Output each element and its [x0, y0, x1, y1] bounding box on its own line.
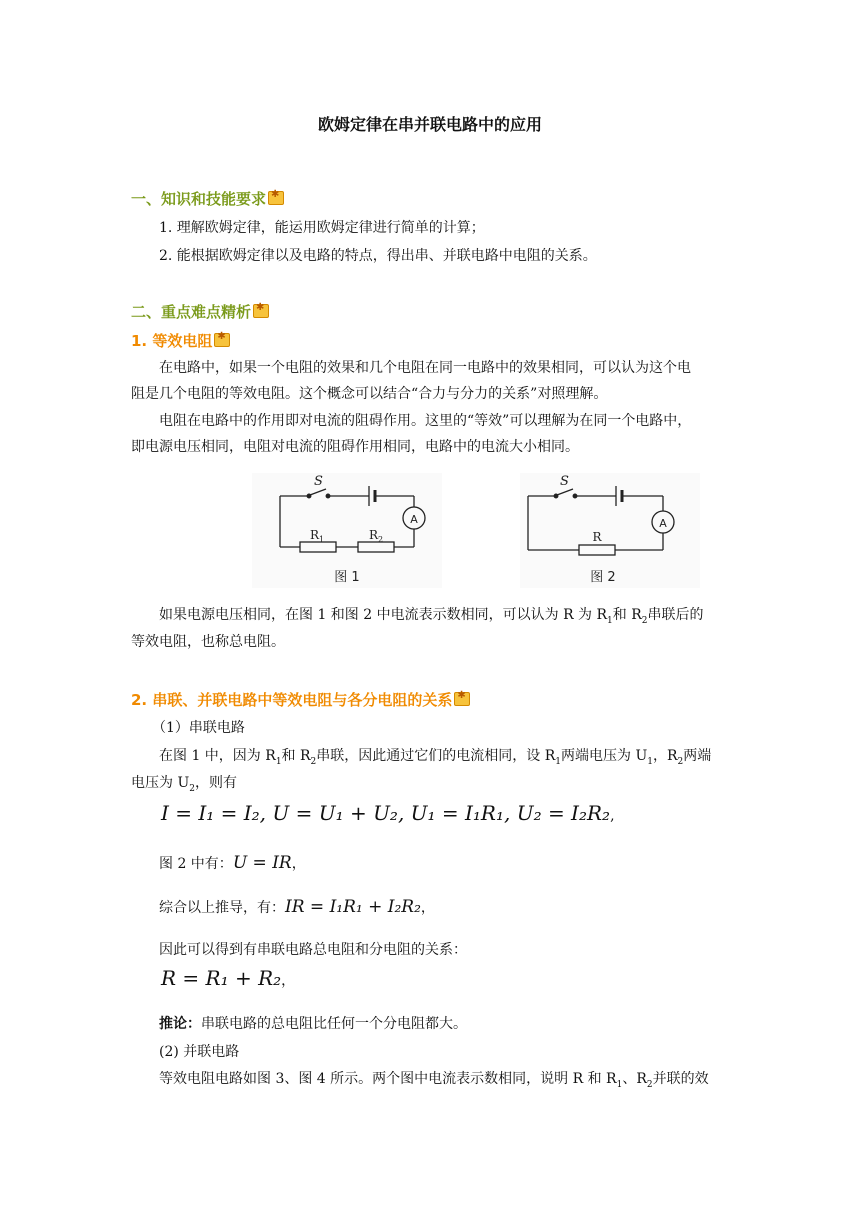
circuit-figure-2: [520, 473, 700, 588]
section-heading-text: 二、重点难点精析: [131, 303, 252, 321]
formula-combined: IR = I₁R₁ + I₂R₂: [285, 897, 421, 917]
paragraph-line: 电阻在电路中的作用即对电流的阻碍作用。这里的“等效”可以理解为在同一个电路中，: [159, 413, 692, 429]
resistor-r2-label: $R_2$: [369, 528, 384, 544]
ammeter-label: A: [410, 513, 418, 526]
paragraph-line: 即电源电压相同，电阻对电流的阻碍作用相同，电路中的电流大小相同。: [131, 439, 579, 455]
conclusion-label: 推论：: [159, 1016, 201, 1032]
paragraph-line: 因此可以得到有串联电路总电阻和分电阻的关系：: [159, 942, 467, 958]
subsection-heading-series-parallel: [131, 689, 470, 710]
note-icon: [454, 692, 470, 706]
section-heading-key-points: [131, 301, 269, 322]
circuit-figure-1: [252, 473, 442, 588]
switch-label: S: [560, 474, 569, 489]
paragraph-line: 在图 1 中，因为 $R_1$和 $R_2$串联，因此通过它们的电流相同，设 $R_1$两端电压为 $U_1$，$R_2$两端: [159, 748, 712, 767]
paragraph-line: 如果电源电压相同，在图 1 和图 2 中电流表示数相同，可以认为 R 为 $R_1$和 $R_2$串联后的: [159, 607, 704, 626]
formula-line: 综合以上推导，有：IR = I₁R₁ + I₂R₂，: [159, 897, 435, 917]
resistor-r-label: R: [592, 530, 602, 544]
list-item: 1. 理解欧姆定律，能运用欧姆定律进行简单的计算；: [159, 220, 485, 236]
note-icon: [268, 191, 284, 205]
note-icon: [253, 304, 269, 318]
subsection-heading-text: 2. 串联、并联电路中等效电阻与各分电阻的关系: [131, 691, 453, 709]
switch-label: S: [314, 474, 323, 489]
paragraph-line: 等效电阻，也称总电阻。: [131, 634, 285, 650]
resistor-r1-label: $R_1$: [310, 528, 325, 544]
figure-caption: 图 2: [590, 570, 616, 585]
section-heading-text: 一、知识和技能要求: [131, 190, 267, 208]
list-item: 2. 能根据欧姆定律以及电路的特点，得出串、并联电路中电阻的关系。: [159, 248, 597, 264]
series-circuit-label: （1）串联电路: [152, 720, 245, 736]
subsection-heading-equivalent-resistance: [131, 330, 230, 351]
note-icon: [214, 333, 230, 347]
conclusion-line: 推论：串联电路的总电阻比任何一个分电阻都大。: [159, 1016, 467, 1032]
section-heading-knowledge: [131, 188, 284, 209]
paragraph-line: 阻是几个电阻的等效电阻。这个概念可以结合“合力与分力的关系”对照理解。: [131, 386, 608, 402]
subsection-heading-text: 1. 等效电阻: [131, 332, 213, 350]
formula-line: 图 2 中有：U = IR，: [159, 853, 306, 873]
page-title: 欧姆定律在串并联电路中的应用: [317, 115, 542, 134]
ammeter-label: A: [659, 517, 667, 530]
parallel-circuit-label: (2) 并联电路: [159, 1044, 240, 1060]
figure-caption: 图 1: [334, 570, 360, 585]
formula-u-ir: U = IR: [232, 853, 292, 873]
formula-series-relations: I = I₁ = I₂, U = U₁ + U₂, U₁ = I₁R₁, U₂ = I₂R₂,: [161, 801, 615, 825]
paragraph-line: 电压为 $U_2$，则有: [131, 775, 237, 794]
paragraph-line: 等效电阻电路如图 3、图 4 所示。两个图中电流表示数相同，说明 R 和 $R_1$、$R_2$并联的效: [159, 1071, 709, 1090]
formula-total-resistance: R = R₁ + R₂，: [161, 966, 296, 990]
paragraph-line: 在电路中，如果一个电阻的效果和几个电阻在同一电路中的效果相同，可以认为这个电: [159, 360, 691, 376]
